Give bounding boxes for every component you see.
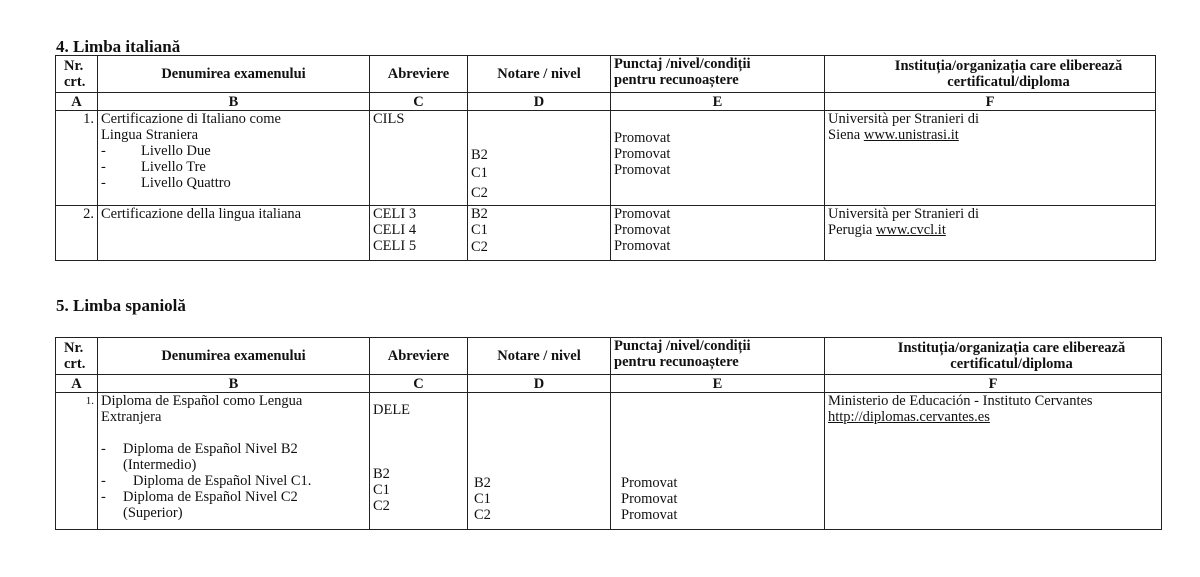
column-letter-row [56,375,1162,393]
column-letter: C [370,375,468,393]
institution-cell: Ministerio de Educación - Instituto Cervantes http://diplomas.cervantes.es [825,393,1162,530]
header-institutia: Instituția/organizația care eliberează certificatul/diploma [825,56,1156,93]
header-notare: Notare / nivel [468,56,611,93]
column-letter: F [825,375,1162,393]
institution-cell: Università per Stranieri di Perugia www.cvcl.it [825,206,1156,261]
section-title-italian: 4. Limba italiană [56,37,181,56]
column-letter: D [468,375,611,393]
row-number: 1. [56,393,98,530]
exam-name-cell: Diploma de Español como Lengua Extranjera - Diploma de Español Nivel B2 (Intermedio) - Diploma de Español Nivel C1. - Diploma de Español Nivel C2 (Superior) [98,393,370,530]
header-punctaj: Punctaj /nivel/condiții pentru recunoaștere [611,56,825,93]
header-nr: Nr. crt. [56,56,98,93]
header-notare: Notare / nivel [468,338,611,375]
italian-exams-table [55,55,1156,261]
header-denumire: Denumirea examenului [98,56,370,93]
institution-cell: Università per Stranieri di Siena www.unistrasi.it [825,111,1156,206]
header-row [56,338,1162,375]
table-row [56,206,1156,261]
column-letter-row [56,93,1156,111]
column-letter: F [825,93,1156,111]
section-title-spanish: 5. Limba spaniolă [56,296,186,315]
header-nr: Nr. crt. [56,338,98,375]
header-abreviere: Abreviere [370,56,468,93]
recognition-cell: Promovat Promovat Promovat [611,111,825,206]
header-abreviere: Abreviere [370,338,468,375]
row-number: 1. [56,111,98,206]
column-letter: D [468,93,611,111]
column-letter: B [98,375,370,393]
column-letter: E [611,375,825,393]
row-number: 2. [56,206,98,261]
header-row [56,56,1156,93]
header-denumire: Denumirea examenului [98,338,370,375]
exam-name-cell: Certificazione della lingua italiana [98,206,370,261]
institution-link[interactable]: http://diplomas.cervantes.es [828,409,990,425]
level-cell: B2 C1 C2 [468,111,611,206]
column-letter: C [370,93,468,111]
table-row [56,393,1162,530]
spanish-exams-table [55,337,1162,530]
level-cell: B2 C1 C2 [468,206,611,261]
recognition-cell: Promovat Promovat Promovat [611,393,825,530]
abbreviation-cell: CILS [370,111,468,206]
abbreviation-cell: DELE B2 C1 C2 [370,393,468,530]
recognition-cell: Promovat Promovat Promovat [611,206,825,261]
level-cell: B2 C1 C2 [468,393,611,530]
column-letter: A [56,375,98,393]
institution-link[interactable]: www.cvcl.it [875,222,946,238]
column-letter: B [98,93,370,111]
table-row [56,111,1156,206]
header-institutia: Instituția/organizația care eliberează certificatul/diploma [825,338,1162,375]
column-letter: A [56,93,98,111]
header-punctaj: Punctaj /nivel/condiții pentru recunoaștere [611,338,825,375]
abbreviation-cell: CELI 3 CELI 4 CELI 5 [370,206,468,261]
exam-name-cell: Certificazione di Italiano come Lingua Straniera - Livello Due - Livello Tre - Livello Quattro [98,111,370,206]
institution-link[interactable]: www.unistrasi.it [863,127,959,143]
column-letter: E [611,93,825,111]
